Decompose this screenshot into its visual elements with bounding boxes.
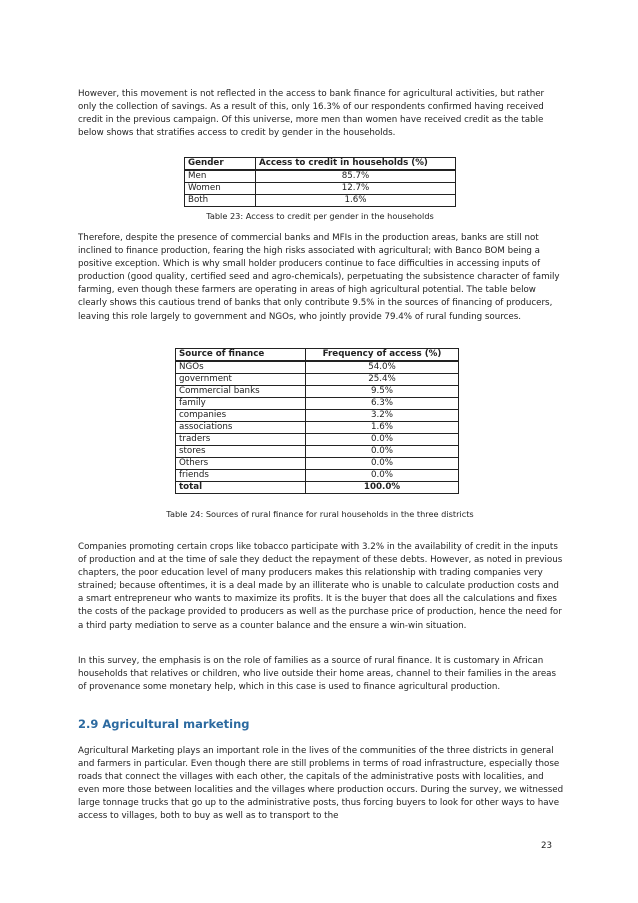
table-cell: Both <box>185 195 256 207</box>
table-cell: traders <box>176 434 306 446</box>
table-row <box>176 470 459 482</box>
paragraph-companies: Companies promoting certain crops like tobacco participate with 3.2% in the availability of credit in the inputs of production and at the time of sale they deduct the repayment of these debts. However, as noted in previous chapters, the poor education level of many producers makes this relationship with trading companies very strained; because oftentimes, it is a deal made by an illiterate who is unable to calculate production costs and a smart entrepreneur who wants to maximize its profits. It is the buyer that does all the calculations and fixes the costs of the package provided to producers as well as the purchase price of production, hence the need for a third party mediation to serve as a counter balance and the ensure a win-win situation. <box>78 542 563 631</box>
table-header-row <box>176 349 459 362</box>
paragraph-agricultural-marketing: Agricultural Marketing plays an important role in the lives of the communities of the three districts in general and farmers in particular. Even though there are still problems in terms of road infrastructure, especially those roads that connect the villages with each other, the capitals of the administrative posts with localities, and even more those between localities and the villages where production occurs. During the survey, we witnessed large tonnage trucks that go up to the administrative posts, thus forcing buyers to look for other ways to have access to villages, both to buy as well as to transport to the <box>78 746 564 822</box>
table-header-gender: Gender <box>185 158 256 171</box>
table-row <box>185 183 456 195</box>
table-row <box>176 422 459 434</box>
table-cell: Women <box>185 183 256 195</box>
table-cell: companies <box>176 410 306 422</box>
table-cell: NGOs <box>176 361 306 374</box>
paragraph-bank-finance: However, this movement is not reflected in the access to bank finance for agricultural activities, but rather only the collection of savings. As a result of this, only 16.3% of our respondents confirmed having received credit in the previous campaign. Of this universe, more men than women have received credit as the table below shows that stratifies access to credit by gender in the households. <box>78 89 545 139</box>
table-row <box>176 386 459 398</box>
table-cell: 6.3% <box>306 398 459 410</box>
page-number: 23 <box>541 841 553 851</box>
table-row <box>176 398 459 410</box>
table-row <box>176 458 459 470</box>
table-cell: total <box>176 482 306 494</box>
table-cell: 54.0% <box>306 361 459 374</box>
table-cell: Commercial banks <box>176 386 306 398</box>
table-cell: 12.7% <box>256 183 456 195</box>
table-cell: government <box>176 374 306 386</box>
table-row <box>176 446 459 458</box>
table-cell: Others <box>176 458 306 470</box>
section-heading: 2.9 Agricultural marketing <box>78 717 250 731</box>
table-row <box>176 410 459 422</box>
table-cell: 1.6% <box>256 195 456 207</box>
table-cell: friends <box>176 470 306 482</box>
table-credit-by-gender <box>184 157 456 207</box>
table-row <box>176 374 459 386</box>
table-header-row <box>185 158 456 171</box>
table-header-source: Source of finance <box>176 349 306 362</box>
table-cell: Men <box>185 170 256 183</box>
table-23-caption: Table 23: Access to credit per gender in the households <box>206 211 434 221</box>
table-row <box>185 195 456 207</box>
table-sources-of-finance <box>175 348 459 494</box>
table-row <box>176 434 459 446</box>
table-cell: 85.7% <box>256 170 456 183</box>
paragraph-banks-production: Therefore, despite the presence of commercial banks and MFIs in the production areas, banks are still not inclined to finance production, fearing the high risks associated with agricultural; with Banco BOM being a positive exception. Which is why small holder producers continue to face difficulties in accessing inputs of production (good quality, certified seed and agro-chemicals), perpetuating the subsistence character of family farming, even though these farmers are operating in areas of high agricultural potential. The table below clearly shows this cautious trend of banks that only contribute 9.5% in the sources of financing of producers, leaving this role largely to government and NGOs, who jointly provide 79.4% of rural funding sources. <box>78 233 560 322</box>
table-cell: 100.0% <box>306 482 459 494</box>
table-cell: 0.0% <box>306 470 459 482</box>
table-cell: 9.5% <box>306 386 459 398</box>
table-header-access: Access to credit in households (%) <box>256 158 456 171</box>
table-cell: 3.2% <box>306 410 459 422</box>
table-row <box>185 170 456 183</box>
table-cell: 25.4% <box>306 374 459 386</box>
table-row-total <box>176 482 459 494</box>
table-cell: stores <box>176 446 306 458</box>
table-row <box>176 361 459 374</box>
table-cell: 0.0% <box>306 446 459 458</box>
table-24-caption: Table 24: Sources of rural finance for rural households in the three districts <box>166 509 474 519</box>
table-cell: family <box>176 398 306 410</box>
table-cell: 0.0% <box>306 434 459 446</box>
table-cell: 0.0% <box>306 458 459 470</box>
table-cell: 1.6% <box>306 422 459 434</box>
paragraph-families: In this survey, the emphasis is on the role of families as a source of rural finance. It is customary in African households that relatives or children, who live outside their home areas, channel to their families in the areas of provenance some monetary help, which in this case is used to finance agricultural production. <box>78 656 557 693</box>
table-header-frequency: Frequency of access (%) <box>306 349 459 362</box>
table-cell: associations <box>176 422 306 434</box>
